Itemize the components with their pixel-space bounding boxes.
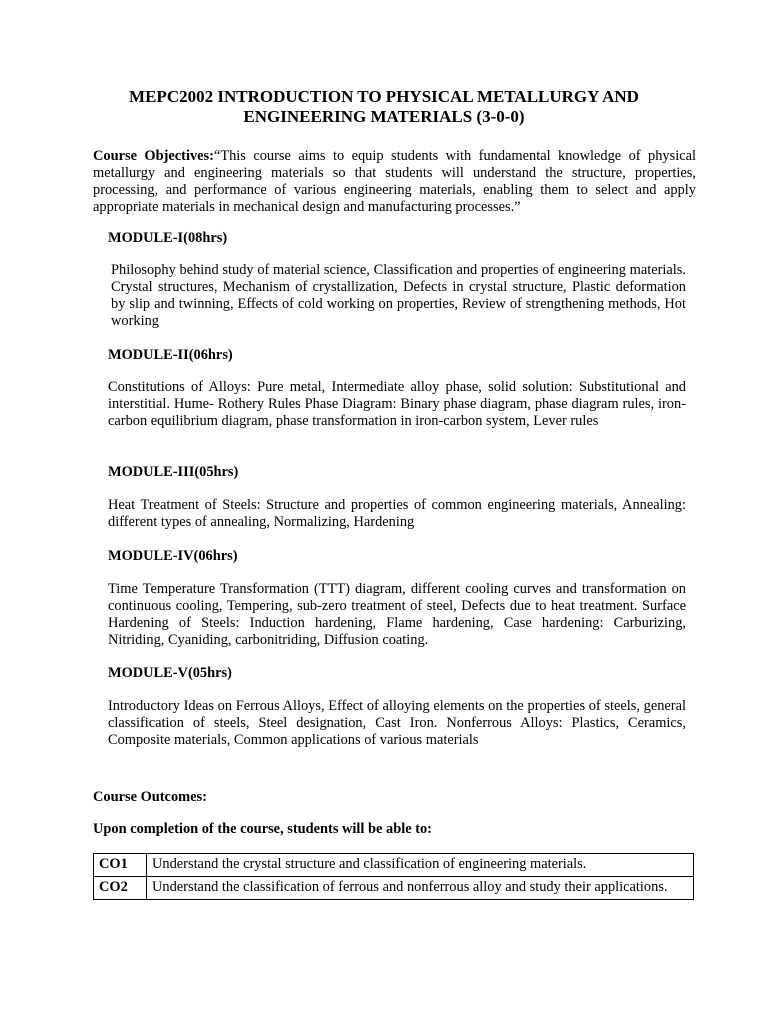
course-title-line-2: ENGINEERING MATERIALS (3-0-0) (243, 107, 525, 126)
module-1-body: Philosophy behind study of material science, Classification and properties of engineering materials. Crystal structures, Mechanism of crystallization, Defects in crystal structure, Plastic deformation by slip and twinning, Effects of cold working on properties, Review of strengthening methods, Hot working (111, 262, 686, 329)
module-4-body: Time Temperature Transformation (TTT) diagram, different cooling curves and transformation on continuous cooling, Tempering, sub-zero treatment of steel, Defects due to heat treatment. Surface Hardening of Steels: Induction hardening, Flame hardening, Case hardening: Carburizing, Nitriding, Cyaniding, carbonitriding, Diffusion coating. (108, 581, 686, 648)
module-2-body: Constitutions of Alloys: Pure metal, Intermediate alloy phase, solid solution: Substitutional and interstitial. Hume- Rothery Rules Phase Diagram: Binary phase diagram, phase diagram rules, iron-carbon equilibrium diagram, phase transformation in iron-carbon system, Lever rules (108, 379, 686, 429)
outcome-code: CO2 (94, 877, 147, 900)
course-title (60, 87, 708, 127)
outcome-code: CO1 (94, 854, 147, 877)
course-objectives-text: “This course aims to equip students with fundamental knowledge of physical metallurgy and engineering materials so that students will understand the structure, properties, processing, and performance of various engineering materials, enabling them to select and apply appropriate materials in mechanical design and manufacturing processes.” (93, 148, 696, 215)
module-1-heading: MODULE-I(08hrs) (108, 230, 228, 246)
course-title-line-1: MEPC2002 INTRODUCTION TO PHYSICAL METALLURGY AND (129, 87, 639, 106)
course-outcomes-heading: Course Outcomes: (93, 789, 207, 805)
course-objectives-label: Course Objectives: (93, 148, 214, 164)
module-4-heading: MODULE-IV(06hrs) (108, 548, 238, 564)
module-5-heading: MODULE-V(05hrs) (108, 665, 232, 681)
course-outcomes-intro: Upon completion of the course, students will be able to: (93, 821, 432, 837)
module-3-heading: MODULE-III(05hrs) (108, 464, 239, 480)
course-outcomes-table (93, 853, 694, 900)
module-2-heading: MODULE-II(06hrs) (108, 347, 233, 363)
module-5-body: Introductory Ideas on Ferrous Alloys, Effect of alloying elements on the properties of steels, general classification of steels, Steel designation, Cast Iron. Nonferrous Alloys: Plastics, Ceramics, Composite materials, Common applications of various materials (108, 698, 686, 748)
table-row (94, 854, 694, 877)
outcome-description: Understand the crystal structure and classification of engineering materials. (147, 854, 694, 877)
outcome-description: Understand the classification of ferrous and nonferrous alloy and study their applications. (147, 877, 694, 900)
table-row (94, 877, 694, 900)
module-3-body: Heat Treatment of Steels: Structure and properties of common engineering materials, Annealing: different types of annealing, Normalizing, Hardening (108, 497, 686, 530)
course-objectives (93, 148, 696, 216)
